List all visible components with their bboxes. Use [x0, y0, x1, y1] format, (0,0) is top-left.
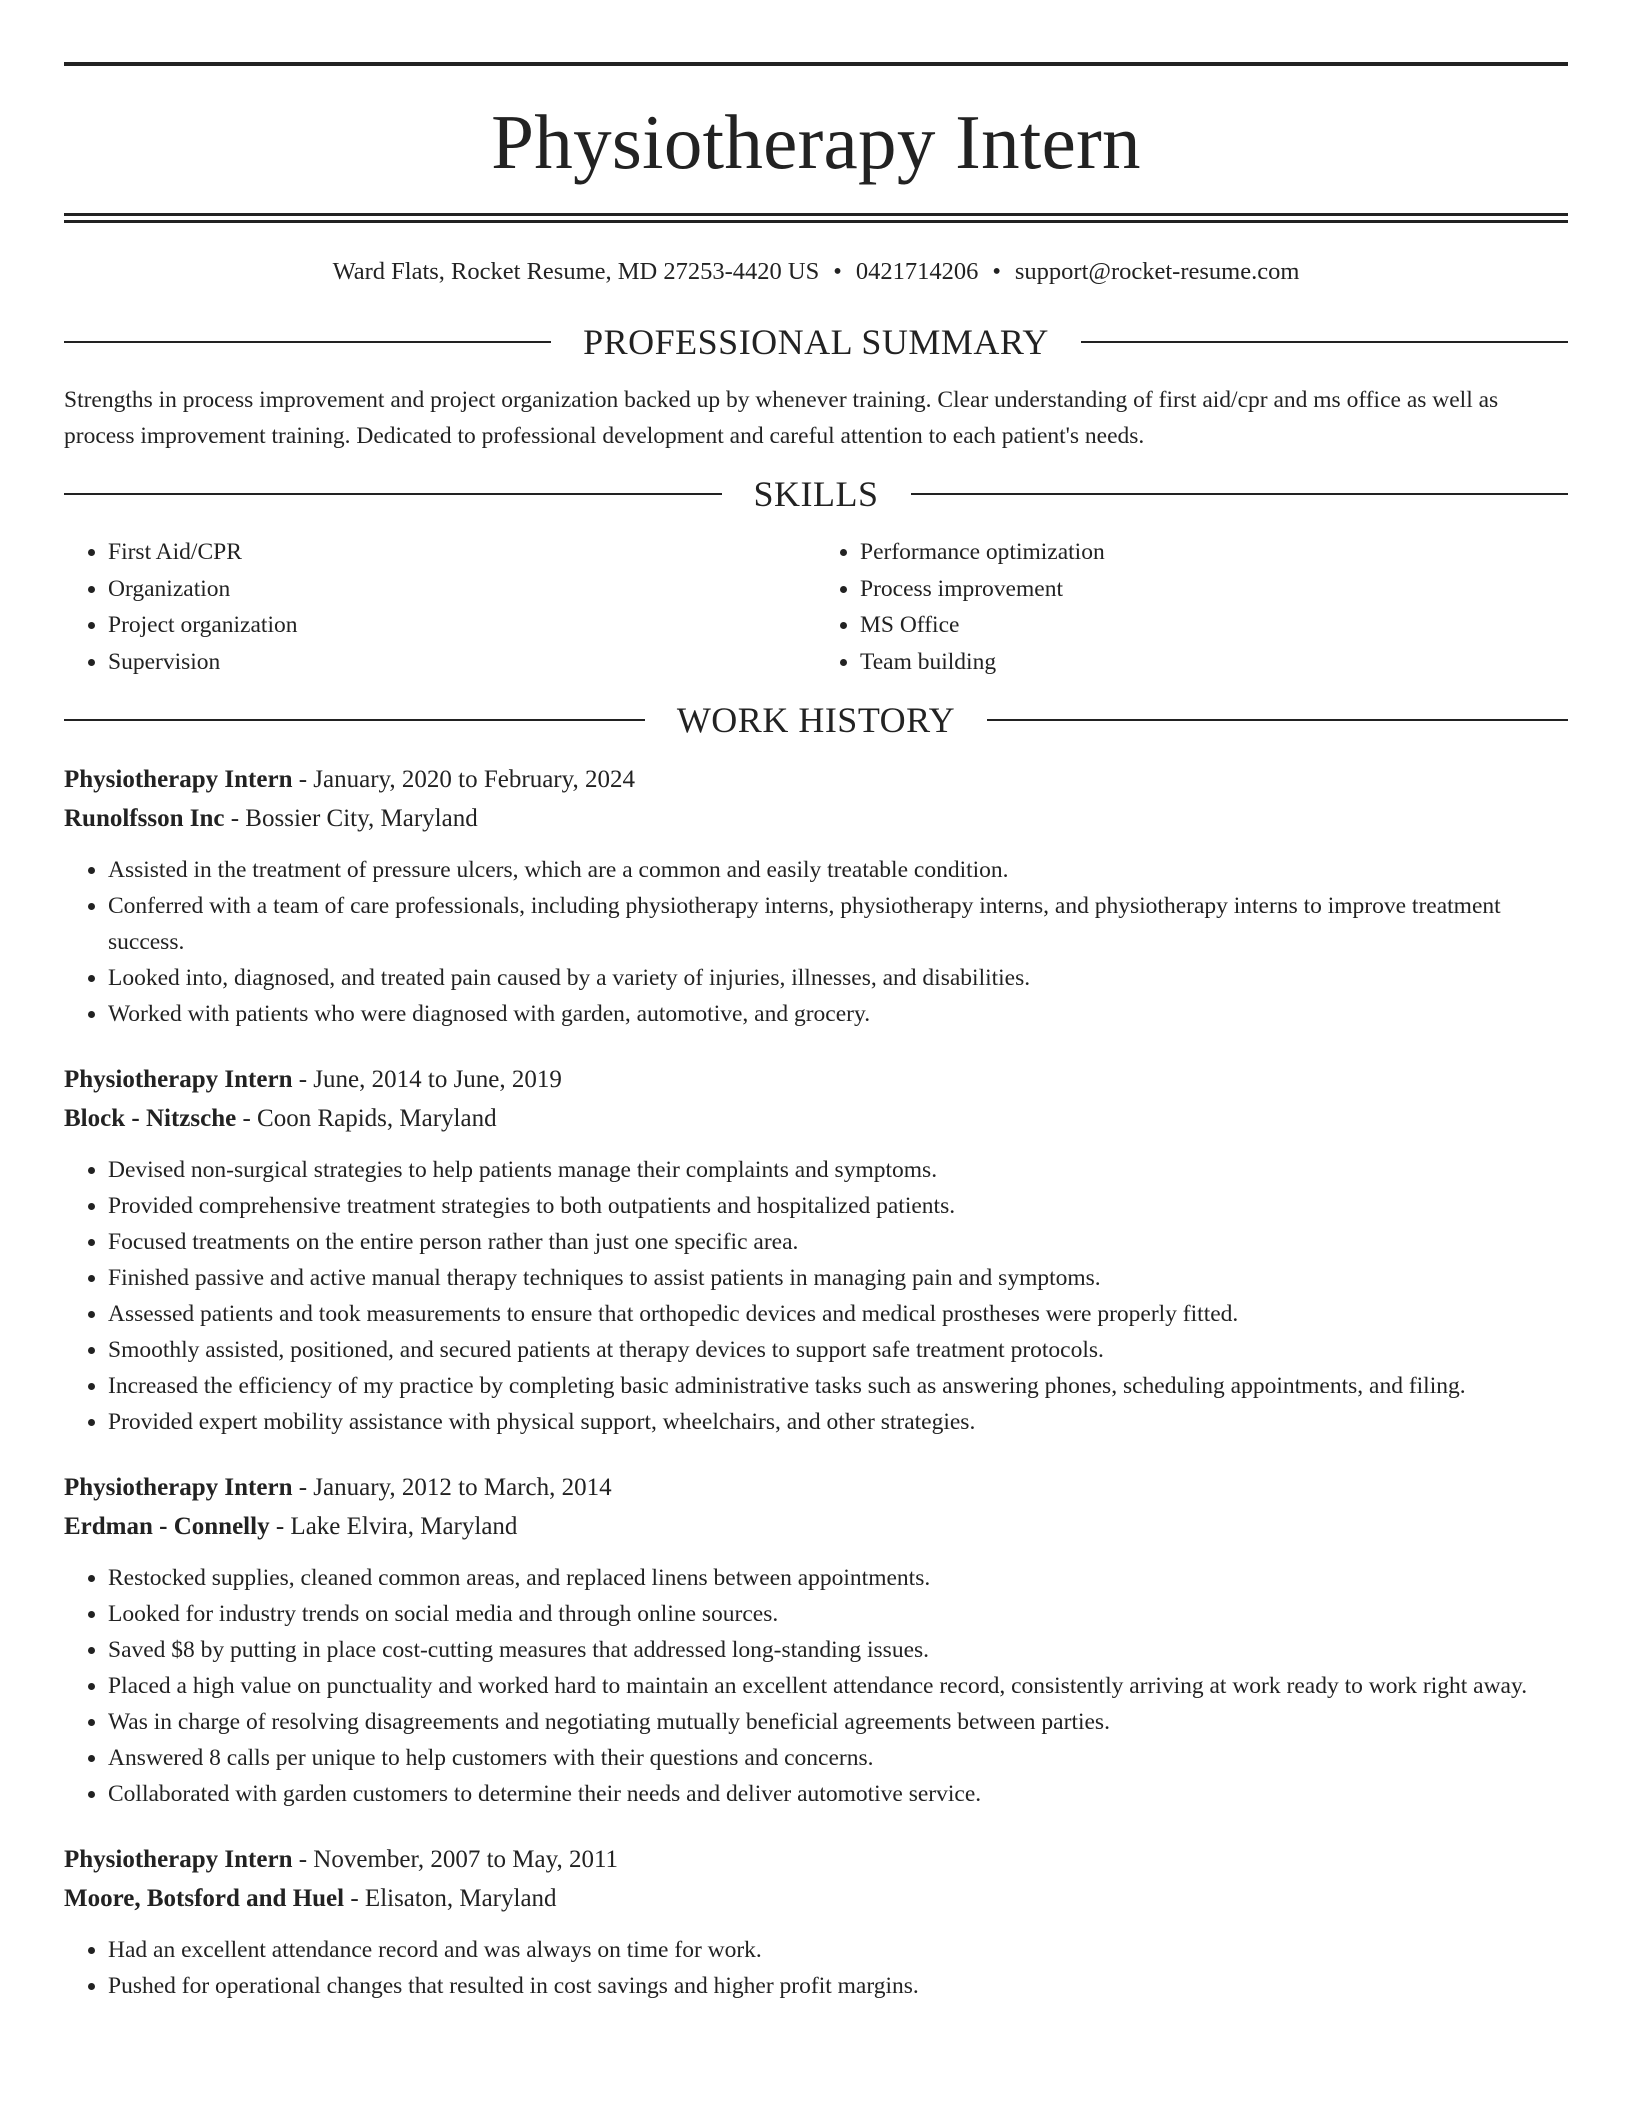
page-title: Physiotherapy Intern — [491, 99, 1141, 185]
job-title: Physiotherapy Intern — [64, 766, 293, 794]
job-dates: - January, 2012 to March, 2014 — [292, 1474, 612, 1502]
skill-item: • Organization — [108, 571, 816, 608]
job-location: - Bossier City, Maryland — [224, 805, 478, 833]
job-company-line — [64, 1099, 1568, 1138]
skill-item: • Performance optimization — [860, 534, 1568, 571]
job-bullets — [64, 1560, 1568, 1812]
section-title: SKILLS — [753, 474, 879, 515]
section-title: PROFESSIONAL SUMMARY — [583, 322, 1049, 363]
job-dates: - November, 2007 to May, 2011 — [292, 1846, 619, 1874]
list-item: • Placed a high value on punctuality and worked hard to maintain an excellent attendance record, consistently arriving at work ready to work right away. — [108, 1668, 1568, 1704]
title-double-rule — [64, 213, 1568, 223]
list-item: • Answered 8 calls per unique to help customers with their questions and concerns. — [108, 1740, 1568, 1776]
top-rule — [64, 62, 1568, 66]
list-item: • Provided comprehensive treatment strategies to both outpatients and hospitalized patients. — [108, 1188, 1568, 1224]
job-bullets — [64, 1152, 1568, 1440]
job-company-line — [64, 1507, 1568, 1546]
list-item: • Increased the efficiency of my practice by completing basic administrative tasks such as answering phones, scheduling appointments, and filing. — [108, 1368, 1568, 1404]
job-title: Physiotherapy Intern — [64, 1066, 293, 1094]
job-bullets — [64, 1932, 1568, 2004]
list-item: • Looked for industry trends on social media and through online sources. — [108, 1596, 1568, 1632]
job-title: Physiotherapy Intern — [64, 1846, 293, 1874]
job-dates: - January, 2020 to February, 2024 — [292, 766, 636, 794]
job-company: Erdman - Connelly — [64, 1513, 270, 1541]
skill-item: • Supervision — [108, 644, 816, 681]
list-item: • Devised non-surgical strategies to help patients manage their complaints and symptoms. — [108, 1152, 1568, 1188]
heading-rule-right — [987, 719, 1568, 721]
job-location: - Coon Rapids, Maryland — [236, 1105, 497, 1133]
job-entry — [64, 1840, 1568, 2004]
heading-rule-left — [64, 493, 722, 495]
summary-text: Strengths in process improvement and project organization backed up by whenever training. Clear understanding of first aid/cpr and ms office as well as process improvement training. Dedicated to professional development and careful attention to each patient's needs. — [64, 387, 1499, 450]
contact-address: Ward Flats, Rocket Resume, MD 27253-4420 US — [332, 258, 820, 285]
list-item: • Pushed for operational changes that resulted in cost savings and higher profit margins. — [108, 1968, 1568, 2004]
heading-rule-right — [911, 493, 1569, 495]
job-location: - Lake Elvira, Maryland — [269, 1513, 518, 1541]
skill-item: • Project organization — [108, 607, 816, 644]
list-item: • Conferred with a team of care professionals, including physiotherapy interns, physiotherapy interns, and physiotherapy interns to improve treatment success. — [108, 888, 1568, 960]
list-item: • Assessed patients and took measurements to ensure that orthopedic devices and medical prostheses were properly fitted. — [108, 1296, 1568, 1332]
heading-rule-right — [1081, 341, 1568, 343]
list-item: • Looked into, diagnosed, and treated pain caused by a variety of injuries, illnesses, and disabilities. — [108, 960, 1568, 996]
heading-rule-left — [64, 719, 645, 721]
list-item: • Was in charge of resolving disagreements and negotiating mutually beneficial agreements between parties. — [108, 1704, 1568, 1740]
job-entry — [64, 1060, 1568, 1440]
list-item: • Provided expert mobility assistance with physical support, wheelchairs, and other strategies. — [108, 1404, 1568, 1440]
section-heading-skills — [64, 474, 1568, 515]
list-item: • Assisted in the treatment of pressure ulcers, which are a common and easily treatable condition. — [108, 852, 1568, 888]
skills-column-right — [816, 534, 1568, 680]
job-title-line — [64, 1468, 1568, 1507]
job-bullets — [64, 852, 1568, 1032]
list-item: • Collaborated with garden customers to determine their needs and deliver automotive service. — [108, 1776, 1568, 1812]
job-company: Block - Nitzsche — [64, 1105, 237, 1133]
section-title: WORK HISTORY — [676, 700, 956, 741]
list-item: • Finished passive and active manual therapy techniques to assist patients in managing pain and symptoms. — [108, 1260, 1568, 1296]
job-location: - Elisaton, Maryland — [344, 1885, 557, 1913]
heading-rule-left — [64, 341, 551, 343]
job-dates: - June, 2014 to June, 2019 — [292, 1066, 562, 1094]
job-title: Physiotherapy Intern — [64, 1474, 293, 1502]
contact-phone: 0421714206 — [855, 258, 979, 285]
job-company-line — [64, 1879, 1568, 1918]
job-company: Runolfsson Inc — [64, 805, 225, 833]
job-company: Moore, Botsford and Huel — [64, 1885, 345, 1913]
job-entry — [64, 1468, 1568, 1812]
section-heading-work-history — [64, 700, 1568, 741]
job-title-line — [64, 760, 1568, 799]
list-item: • Smoothly assisted, positioned, and secured patients at therapy devices to support safe treatment protocols. — [108, 1332, 1568, 1368]
list-item: • Saved $8 by putting in place cost-cutting measures that addressed long-standing issues. — [108, 1632, 1568, 1668]
skill-item: • First Aid/CPR — [108, 534, 816, 571]
skill-item: • Team building — [860, 644, 1568, 681]
job-title-line — [64, 1840, 1568, 1879]
skill-item: • MS Office — [860, 607, 1568, 644]
section-heading-summary — [64, 322, 1568, 363]
list-item: • Had an excellent attendance record and was always on time for work. — [108, 1932, 1568, 1968]
contact-separator: • — [833, 258, 842, 285]
list-item: • Restocked supplies, cleaned common areas, and replaced linens between appointments. — [108, 1560, 1568, 1596]
job-company-line — [64, 799, 1568, 838]
contact-separator: • — [992, 258, 1001, 285]
skill-item: • Process improvement — [860, 571, 1568, 608]
list-item: • Focused treatments on the entire person rather than just one specific area. — [108, 1224, 1568, 1260]
skills-column-left — [64, 534, 816, 680]
contact-email: support@rocket-resume.com — [1014, 258, 1300, 285]
skills-list — [64, 534, 1568, 680]
contact-line — [64, 257, 1568, 286]
job-entry — [64, 760, 1568, 1032]
list-item: • Worked with patients who were diagnosed with garden, automotive, and grocery. — [108, 996, 1568, 1032]
job-title-line — [64, 1060, 1568, 1099]
